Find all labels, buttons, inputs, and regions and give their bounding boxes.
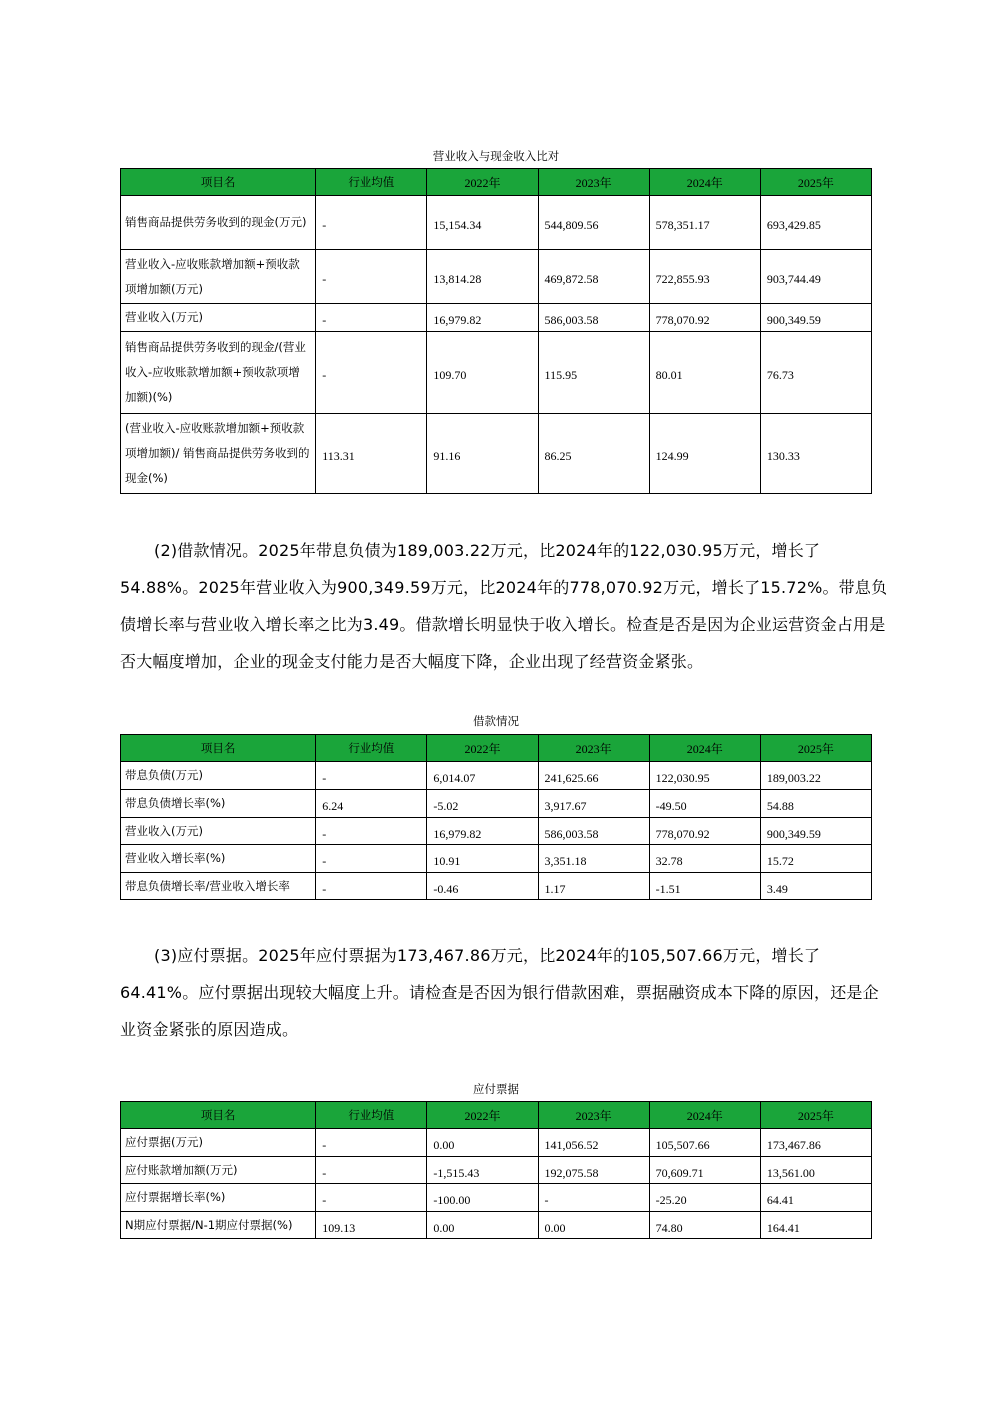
cell-value: - bbox=[316, 196, 427, 250]
row-label: 应付票据(万元) bbox=[121, 1129, 316, 1157]
notes-payable-paragraph bbox=[120, 937, 890, 1048]
cell-value: 13,814.28 bbox=[427, 250, 538, 304]
table-row bbox=[121, 414, 872, 494]
column-header: 2024年 bbox=[649, 735, 760, 762]
row-label: 带息负债增长率(%) bbox=[121, 790, 316, 818]
notes-payable-text: (3)应付票据。2025年应付票据为173,467.86万元，比2024年的105,507.66万元，增长了64.41%。应付票据出现较大幅度上升。请检查是否因为银行借款困难，票据融资成本下降的原因，还是企业资金紧张的原因造成。 bbox=[120, 946, 879, 1039]
row-label: 应付账款增加额(万元) bbox=[121, 1157, 316, 1184]
cell-value: 164.41 bbox=[760, 1212, 871, 1239]
column-header: 2022年 bbox=[427, 169, 538, 196]
column-header: 2024年 bbox=[649, 1102, 760, 1129]
cell-value: -5.02 bbox=[427, 790, 538, 818]
cell-value: - bbox=[538, 1184, 649, 1212]
table-row bbox=[121, 873, 872, 900]
table-row bbox=[121, 304, 872, 332]
cell-value: 16,979.82 bbox=[427, 818, 538, 845]
column-header: 行业均值 bbox=[316, 169, 427, 196]
column-header: 行业均值 bbox=[316, 735, 427, 762]
cell-value: 189,003.22 bbox=[760, 762, 871, 790]
column-header: 2025年 bbox=[760, 1102, 871, 1129]
cell-value: 6.24 bbox=[316, 790, 427, 818]
row-label: 营业收入(万元) bbox=[121, 818, 316, 845]
column-header: 项目名 bbox=[121, 169, 316, 196]
cell-value: 0.00 bbox=[538, 1212, 649, 1239]
table-row bbox=[121, 332, 872, 414]
cell-value: 122,030.95 bbox=[649, 762, 760, 790]
table3-caption: 应付票据 bbox=[473, 1082, 519, 1096]
cell-value: 903,744.49 bbox=[760, 250, 871, 304]
cell-value: 192,075.58 bbox=[538, 1157, 649, 1184]
cell-value: - bbox=[316, 1129, 427, 1157]
row-label: 营业收入-应收账款增加额+预收款项增加额(万元) bbox=[121, 250, 316, 304]
cell-value: 109.13 bbox=[316, 1212, 427, 1239]
cell-value: - bbox=[316, 332, 427, 414]
cell-value: 3,351.18 bbox=[538, 845, 649, 873]
table-row bbox=[121, 818, 872, 845]
header-row bbox=[121, 735, 872, 762]
cell-value: 76.73 bbox=[760, 332, 871, 414]
column-header: 2022年 bbox=[427, 1102, 538, 1129]
cell-value: -1.51 bbox=[649, 873, 760, 900]
table-row bbox=[121, 1157, 872, 1184]
borrowing-paragraph bbox=[120, 532, 890, 680]
column-header: 项目名 bbox=[121, 735, 316, 762]
cell-value: 91.16 bbox=[427, 414, 538, 494]
cell-value: 80.01 bbox=[649, 332, 760, 414]
cell-value: -1,515.43 bbox=[427, 1157, 538, 1184]
cell-value: - bbox=[316, 845, 427, 873]
cell-value: 105,507.66 bbox=[649, 1129, 760, 1157]
cell-value: 109.70 bbox=[427, 332, 538, 414]
row-label: 销售商品提供劳务收到的现金/(营业收入-应收账款增加额+预收款项增加额)(%) bbox=[121, 332, 316, 414]
column-header: 2025年 bbox=[760, 735, 871, 762]
cell-value: 64.41 bbox=[760, 1184, 871, 1212]
cell-value: -0.46 bbox=[427, 873, 538, 900]
table-row bbox=[121, 845, 872, 873]
table-row bbox=[121, 250, 872, 304]
cell-value: 54.88 bbox=[760, 790, 871, 818]
cell-value: 693,429.85 bbox=[760, 196, 871, 250]
cell-value: 0.00 bbox=[427, 1129, 538, 1157]
cell-value: - bbox=[316, 818, 427, 845]
cell-value: 1.17 bbox=[538, 873, 649, 900]
column-header: 行业均值 bbox=[316, 1102, 427, 1129]
cell-value: 6,014.07 bbox=[427, 762, 538, 790]
cell-value: -100.00 bbox=[427, 1184, 538, 1212]
cell-value: 13,561.00 bbox=[760, 1157, 871, 1184]
cell-value: - bbox=[316, 762, 427, 790]
cell-value: 86.25 bbox=[538, 414, 649, 494]
cell-value: 16,979.82 bbox=[427, 304, 538, 332]
cell-value: 722,855.93 bbox=[649, 250, 760, 304]
table2-caption: 借款情况 bbox=[473, 714, 519, 728]
table-row bbox=[121, 790, 872, 818]
row-label: 带息负债(万元) bbox=[121, 762, 316, 790]
cell-value: 32.78 bbox=[649, 845, 760, 873]
cell-value: 241,625.66 bbox=[538, 762, 649, 790]
cell-value: 778,070.92 bbox=[649, 304, 760, 332]
cell-value: 3,917.67 bbox=[538, 790, 649, 818]
cell-value: 544,809.56 bbox=[538, 196, 649, 250]
column-header: 项目名 bbox=[121, 1102, 316, 1129]
row-label: (营业收入-应收账款增加额+预收款项增加额)/ 销售商品提供劳务收到的现金(%) bbox=[121, 414, 316, 494]
cell-value: 778,070.92 bbox=[649, 818, 760, 845]
cell-value: 15.72 bbox=[760, 845, 871, 873]
cell-value: - bbox=[316, 304, 427, 332]
table-row bbox=[121, 196, 872, 250]
cell-value: - bbox=[316, 250, 427, 304]
cell-value: 113.31 bbox=[316, 414, 427, 494]
column-header: 2022年 bbox=[427, 735, 538, 762]
income-cash-comparison-table bbox=[120, 168, 872, 494]
row-label: 带息负债增长率/营业收入增长率 bbox=[121, 873, 316, 900]
cell-value: 586,003.58 bbox=[538, 818, 649, 845]
cell-value: 900,349.59 bbox=[760, 818, 871, 845]
row-label: 应付票据增长率(%) bbox=[121, 1184, 316, 1212]
cell-value: 15,154.34 bbox=[427, 196, 538, 250]
cell-value: 10.91 bbox=[427, 845, 538, 873]
cell-value: 115.95 bbox=[538, 332, 649, 414]
row-label: 营业收入增长率(%) bbox=[121, 845, 316, 873]
cell-value: 141,056.52 bbox=[538, 1129, 649, 1157]
cell-value: 74.80 bbox=[649, 1212, 760, 1239]
column-header: 2023年 bbox=[538, 169, 649, 196]
cell-value: - bbox=[316, 1184, 427, 1212]
table-row bbox=[121, 1184, 872, 1212]
row-label: 营业收入(万元) bbox=[121, 304, 316, 332]
column-header: 2025年 bbox=[760, 169, 871, 196]
cell-value: - bbox=[316, 1157, 427, 1184]
cell-value: 130.33 bbox=[760, 414, 871, 494]
header-row bbox=[121, 1102, 872, 1129]
row-label: N期应付票据/N-1期应付票据(%) bbox=[121, 1212, 316, 1239]
column-header: 2024年 bbox=[649, 169, 760, 196]
row-label: 销售商品提供劳务收到的现金(万元) bbox=[121, 196, 316, 250]
table-row bbox=[121, 762, 872, 790]
cell-value: -25.20 bbox=[649, 1184, 760, 1212]
cell-value: - bbox=[316, 873, 427, 900]
cell-value: 70,609.71 bbox=[649, 1157, 760, 1184]
cell-value: 586,003.58 bbox=[538, 304, 649, 332]
borrowing-table bbox=[120, 734, 872, 900]
cell-value: 0.00 bbox=[427, 1212, 538, 1239]
table-row bbox=[121, 1212, 872, 1239]
column-header: 2023年 bbox=[538, 1102, 649, 1129]
cell-value: 900,349.59 bbox=[760, 304, 871, 332]
header-row bbox=[121, 169, 872, 196]
cell-value: 578,351.17 bbox=[649, 196, 760, 250]
cell-value: 173,467.86 bbox=[760, 1129, 871, 1157]
cell-value: -49.50 bbox=[649, 790, 760, 818]
cell-value: 3.49 bbox=[760, 873, 871, 900]
cell-value: 469,872.58 bbox=[538, 250, 649, 304]
table-row bbox=[121, 1129, 872, 1157]
cell-value: 124.99 bbox=[649, 414, 760, 494]
table1-caption: 营业收入与现金收入比对 bbox=[432, 149, 560, 163]
column-header: 2023年 bbox=[538, 735, 649, 762]
notes-payable-table bbox=[120, 1101, 872, 1239]
borrowing-text: (2)借款情况。2025年带息负债为189,003.22万元，比2024年的122,030.95万元，增长了54.88%。2025年营业收入为900,349.59万元，比2024年的778,070.92万元，增长了15.72%。带息负债增长率与营业收入增长率之比为3.49。借款增长明显快于收入增长。检查是否是因为企业运营资金占用是否大幅度增加，企业的现金支付能力是否大幅度下降，企业出现了经营资金紧张。 bbox=[120, 541, 888, 671]
